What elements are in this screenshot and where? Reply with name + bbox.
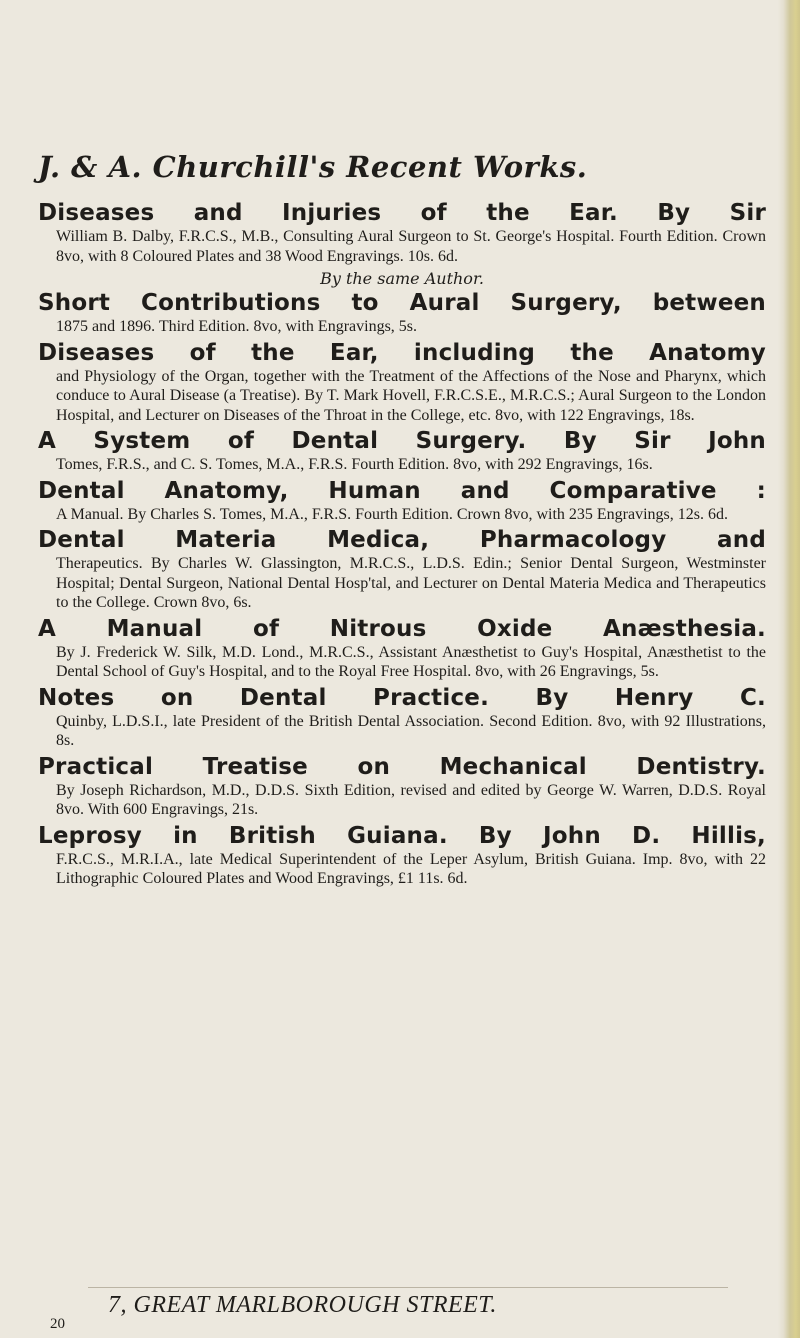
- book-description: Therapeutics. By Charles W. Glassington, M.R.C.S., L.D.S. Edin.; Senior Dental Surgeon, Westminster Hospital; Dental Surgeon, National Dental Hosp'tal, and Lecturer on Dental Materia Medica and Therapeutics to the College. Crown 8vo, 6s.: [56, 555, 766, 611]
- book-entry: [38, 527, 766, 613]
- book-entry: [38, 685, 766, 751]
- book-list: [38, 200, 766, 892]
- book-title: Short Contributions to Aural Surgery, between: [38, 290, 766, 316]
- book-description: Quinby, L.D.S.I., late President of the British Dental Association. Second Edition. 8vo, with 92 Illustrations, 8s.: [56, 712, 766, 749]
- book-description: William B. Dalby, F.R.C.S., M.B., Consulting Aural Surgeon to St. George's Hospital. Fourth Edition. Crown 8vo, with 8 Coloured Plates and 38 Wood Engravings. 10s. 6d.: [56, 228, 766, 265]
- book-title: A System of Dental Surgery. By Sir John: [38, 428, 766, 454]
- page-header: J. & A. Churchill's Recent Works.: [38, 150, 588, 184]
- byline: By the same Author.: [320, 269, 484, 288]
- book-entry: [38, 616, 766, 682]
- book-title: Leprosy in British Guiana. By John D. Hillis,: [38, 822, 766, 849]
- book-title: Diseases and Injuries of the Ear. By Sir: [38, 200, 766, 226]
- book-title: Practical Treatise on Mechanical Dentistry.: [38, 753, 766, 780]
- book-entry: [38, 428, 766, 475]
- book-entry: [38, 823, 766, 889]
- book-title: Dental Materia Medica, Pharmacology and: [38, 527, 766, 553]
- page-number: 20: [50, 1316, 65, 1332]
- book-title: Diseases of the Ear, including the Anatomy: [38, 339, 766, 366]
- book-description: F.R.C.S., M.R.I.A., late Medical Superintendent of the Leper Asylum, British Guiana. Imp. 8vo, with 22 Lithographic Coloured Plates and Wood Engravings, £1 11s. 6d.: [56, 850, 766, 887]
- book-description: A Manual. By Charles S. Tomes, M.A., F.R.S. Fourth Edition. Crown 8vo, with 235 Engravings, 12s. 6d.: [56, 505, 728, 523]
- book-entry: [38, 478, 766, 525]
- book-entry: [38, 754, 766, 820]
- book-description: 1875 and 1896. Third Edition. 8vo, with Engravings, 5s.: [56, 318, 418, 335]
- book-description: By J. Frederick W. Silk, M.D. Lond., M.R.C.S., Assistant Anæsthetist to Guy's Hospital, Anæsthetist to the Dental School of Guy's Hospital, and to the Royal Free Hospital. 8vo, with 26 Engravings, 5s.: [56, 643, 766, 680]
- book-entry: [38, 340, 766, 426]
- book-description: By Joseph Richardson, M.D., D.D.S. Sixth Edition, revised and edited by George W. Warren, D.D.S. Royal 8vo. With 600 Engravings, 21s.: [56, 781, 766, 818]
- book-description: Tomes, F.R.S., and C. S. Tomes, M.A., F.R.S. Fourth Edition. 8vo, with 292 Engravings, 16s.: [56, 456, 653, 473]
- footer-rule: [88, 1287, 728, 1288]
- book-description: and Physiology of the Organ, together with the Treatment of the Affections of the Nose and Pharynx, which conduce to Aural Disease (a Treatise). By T. Mark Hovell, F.R.C.S.E., M.R.C.S.; Aural Surgeon to the London Hospital, and Lecturer on Diseases of the Throat in the College, etc. 8vo, with 122 Engravings, 18s.: [56, 367, 766, 424]
- book-entry: [38, 290, 766, 337]
- book-title: Notes on Dental Practice. By Henry C.: [38, 684, 766, 711]
- page-edge: [778, 0, 800, 1338]
- publisher-address: 7, GREAT MARLBOROUGH STREET.: [108, 1292, 497, 1318]
- book-entry: [38, 200, 766, 266]
- book-title: Dental Anatomy, Human and Comparative :: [38, 477, 766, 504]
- book-title: A Manual of Nitrous Oxide Anæsthesia.: [38, 615, 766, 642]
